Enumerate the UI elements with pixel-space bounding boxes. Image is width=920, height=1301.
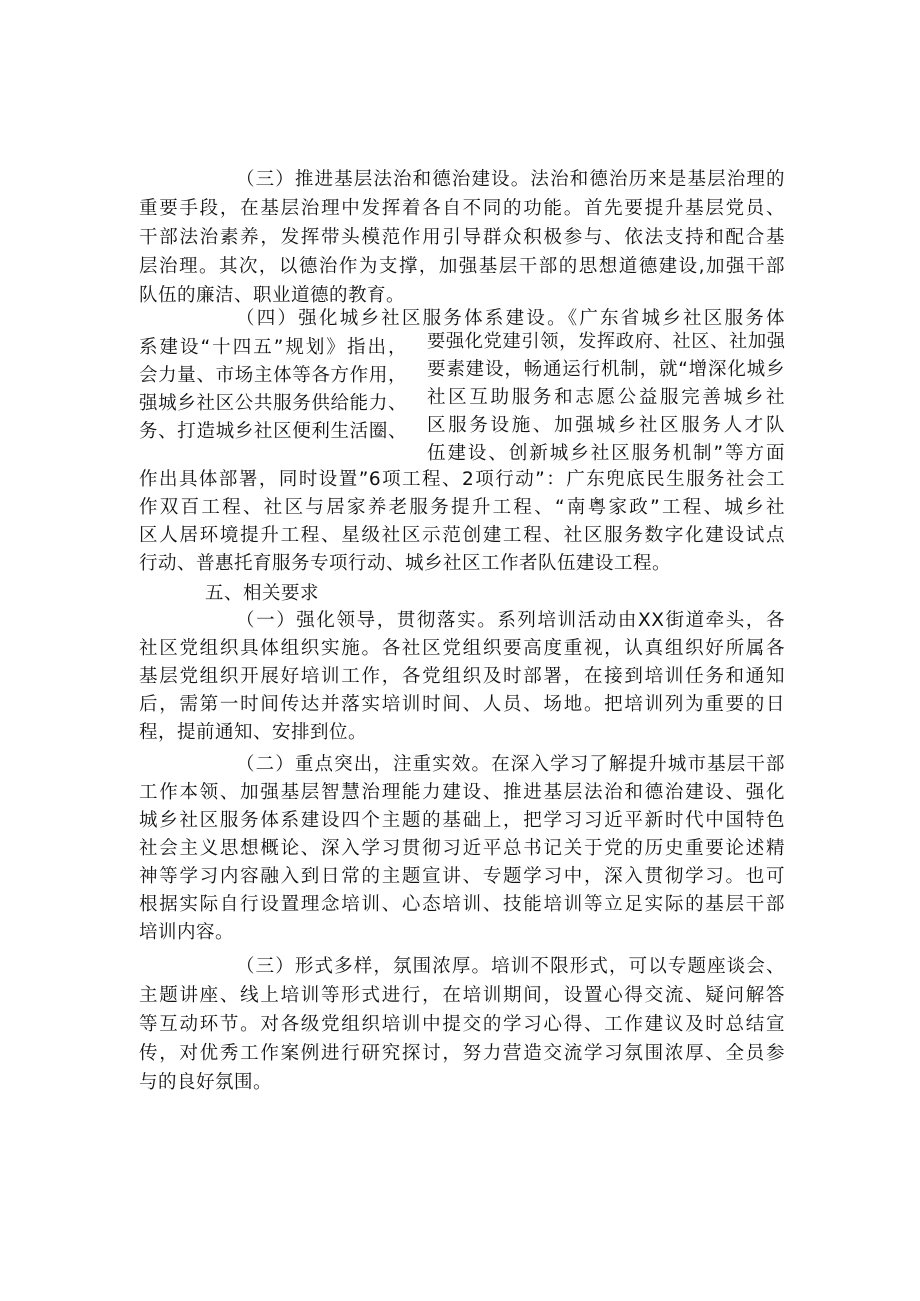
paragraph-line: 社区党组织具体组织实施。各社区党组织要高度重视，认真组织好所属各	[139, 638, 785, 659]
paragraph-line: 程，提前通知、安排到位。	[139, 722, 368, 743]
paragraph-line: 传，对优秀工作案例进行研究探讨，努力营造交流学习氛围浓厚、全员参	[139, 1043, 785, 1064]
paragraph-line: 队伍的廉洁、职业道德的教育。	[139, 285, 406, 306]
column-line: 社区互助服务和志愿公益服完善城乡社	[427, 387, 785, 408]
column-line: 伍建设、创新城乡社区服务机制”等方面	[427, 443, 785, 464]
paragraph-line: 层治理。其次，以德治作为支撑，加强基层干部的思想道德建设,加强干部	[139, 256, 785, 277]
column-line: 会力量、市场主体等各方作用，	[139, 365, 407, 386]
paragraph-line: （三）形式多样，氛围浓厚。培训不限形式，可以专题座谈会、	[236, 956, 785, 977]
column-line: 强城乡社区公共服务供给能力、	[139, 393, 407, 414]
paragraph-line: 干部法治素养，发挥带头模范作用引导群众积极参与、依法支持和配合基	[139, 227, 785, 248]
paragraph-line: 基层党组织开展好培训工作，各党组织及时部署，在接到培训任务和通知	[139, 666, 785, 687]
paragraph-line: （一）强化领导，贯彻落实。系列培训活动由XX街道牵头，各	[236, 610, 785, 631]
paragraph-line: 行动、普惠托育服务专项行动、城乡社区工作者队伍建设工程。	[139, 553, 672, 574]
paragraph-line: 神等学习内容融入到日常的主题宣讲、专题学习中，深入贯彻学习。也可	[139, 866, 785, 887]
paragraph-line: 与的良好氛围。	[139, 1072, 273, 1093]
paragraph-line: 作双百工程、社区与居家养老服务提升工程、“南粤家政”工程、城乡社	[139, 497, 785, 518]
paragraph-line: 后，需第一时间传达并落实培训时间、人员、场地。把培训列为重要的日	[139, 694, 785, 715]
paragraph-line: 培训内容。	[139, 922, 235, 943]
paragraph-line: 城乡社区服务体系建设四个主题的基础上，把学习习近平新时代中国特色	[139, 810, 785, 831]
paragraph-line: （三）推进基层法治和德治建设。法治和德治历来是基层治理的	[236, 169, 785, 190]
paragraph-line: （四）强化城乡社区服务体系建设。《广东省城乡社区服务体	[236, 308, 785, 329]
section-heading: 五、相关要求	[205, 583, 320, 604]
column-line: 区服务设施、加强城乡社区服务人才队	[427, 415, 785, 436]
paragraph-line: 工作本领、加强基层智慧治理能力建设、推进基层法治和德治建设、强化	[139, 782, 785, 803]
column-line: 系建设“十四五”规划》指出，	[139, 337, 407, 358]
column-line: 要强化党建引领，发挥政府、社区、社加强	[427, 331, 785, 352]
paragraph-line: 等互动环节。对各级党组织培训中提交的学习心得、工作建议及时总结宣	[139, 1014, 785, 1035]
paragraph-line: 作出具体部署，同时设置”6项工程、2项行动”：广东兜底民生服务社会工	[139, 469, 785, 490]
paragraph-line: 主题讲座、线上培训等形式进行，在培训期间，设置心得交流、疑问解答	[139, 985, 785, 1006]
column-line: 务、打造城乡社区便利生活圈、	[139, 421, 407, 442]
column-line: 要素建设，畅通运行机制，就“增深化城乡	[427, 359, 785, 380]
paragraph-line: 区人居环境提升工程、星级社区示范创建工程、社区服务数字化建设试点	[139, 525, 785, 546]
paragraph-line: （二）重点突出，注重实效。在深入学习了解提升城市基层干部	[236, 754, 785, 775]
paragraph-line: 重要手段，在基层治理中发挥着各自不同的功能。首先要提升基层党员、	[139, 198, 785, 219]
paragraph-line: 社会主义思想概论、深入学习贯彻习近平总书记关于党的历史重要论述精	[139, 838, 785, 859]
paragraph-line: 根据实际自行设置理念培训、心态培训、技能培训等立足实际的基层干部	[139, 894, 785, 915]
